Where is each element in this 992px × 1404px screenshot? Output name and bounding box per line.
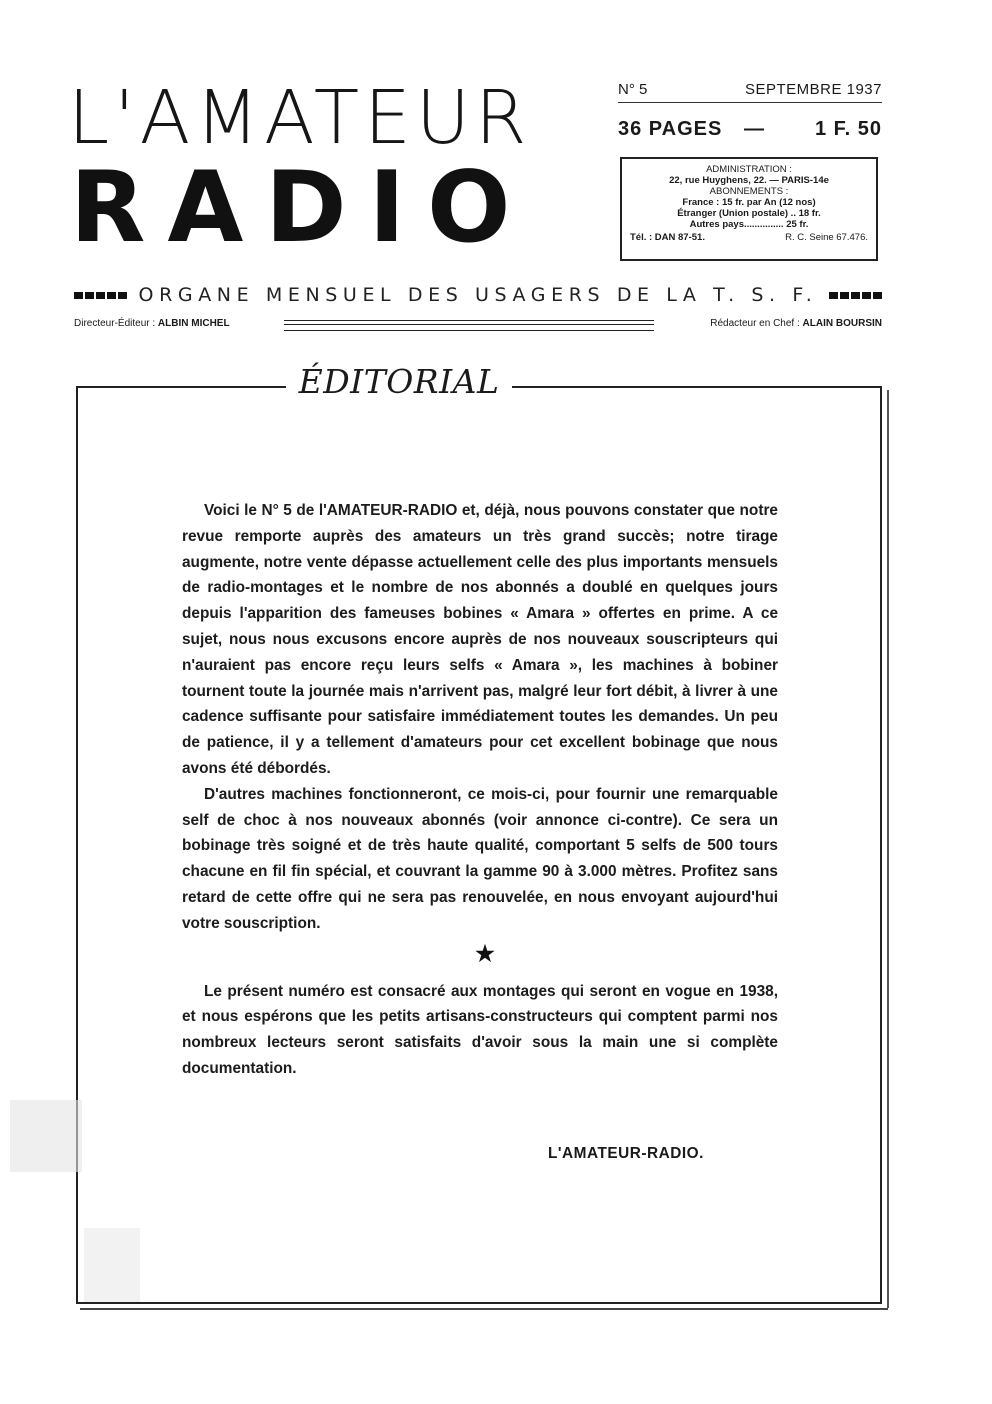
issue-row [618,80,882,103]
editor-in-chief-credit [710,316,882,332]
editorial-paragraph-1: Voici le N° 5 de l'AMATEUR-RADIO et, déjà, nous pouvons constater que notre revue remporte auprès des amateurs un très grand succès; notre tirage augmente, notre vente dépasse actuellement celle des plus importants mensuels de radio-montages et le nombre de nos abonnés a doublé en quelques jours depuis l'apparition des fameuses bobines « Amara » offertes en prime. A ce sujet, nous nous excusons encore auprès de nos nouveaux souscripteurs qui n'auraient pas encore reçu leurs selfs « Amara », les machines à bobiner tournent toute la journée mais n'arrivent pas, malgré leur fort débit, à livrer à une cadence suffisante pour satisfaire immédiatement toutes les demandes. Un peu de patience, il y a tellement d'amateurs pour cet excellent bobinage que nous avons été débordés. [182,502,778,777]
editorial-paragraph-3: Le présent numéro est consacré aux montages qui seront en vogue en 1938, et nous espérons que les petits artisans-constructeurs qui comptent parmi nos nombreux lecteurs seront satisfaits d'avoir sous la main une si complète documentation. [182,982,778,1077]
director-name: ALBIN MICHEL [157,318,230,329]
decorative-squares-left [74,292,127,299]
subscription-etranger: Étranger (Union postale) .. 18 fr. [677,208,821,219]
issue-number: N° 5 [618,81,648,98]
director-credit [74,316,230,332]
frame-shadow-bottom [80,1308,888,1310]
issue-date: SEPTEMBRE 1937 [744,81,882,98]
paper-smudge-2 [84,1228,140,1302]
telephone: Tél. : DAN 87-51. [630,232,705,243]
page-count: 36 PAGES [618,118,723,140]
decorative-squares-right [829,292,882,299]
editorial-signature: L'AMATEUR-RADIO. [548,1145,704,1162]
pages-price-row [618,114,882,144]
triple-rule-divider [284,320,654,331]
subtitle-banner [74,282,882,308]
redacteur-name: ALAIN BOURSIN [802,318,882,329]
editorial-paragraph-2: D'autres machines fonctionneront, ce mois-ci, pour fournir une remarquable self de choc à nos nouveaux abonnés (voir annonce ci-contre). Ce sera un bobinage très soigné et de très haute qualité, comportant 5 selfs de 500 tours chacune en fil fin spécial, et couvrant la gamme 90 à 3.000 mètres. Profitez sans retard de cette offre qui ne sera pas renouvelée, en nous envoyant aujourd'hui votre souscription. [182,785,778,932]
pages-dash: — [744,118,765,140]
redacteur-label: Rédacteur en Chef : [710,318,800,329]
admin-address: 22, rue Huyghens, 22. — PARIS-14e [669,175,829,186]
subscriptions-heading: ABONNEMENTS : [709,186,789,197]
masthead-title-line1: L'AMATEUR [68,75,532,161]
paper-smudge [10,1100,82,1172]
subscription-autres: Autres pays............... 25 fr. [689,219,809,230]
editorial-heading: ÉDITORIAL [298,362,500,401]
frame-shadow-right [887,390,889,1308]
director-label: Directeur-Éditeur : [74,318,156,329]
admin-heading: ADMINISTRATION : [706,164,792,175]
issue-price: 1 F. 50 [814,118,882,140]
registration: R. C. Seine 67.476. [785,232,868,243]
subscription-france: France : 15 fr. par An (12 nos) [682,197,816,208]
subtitle-text: ORGANE MENSUEL DES USAGERS DE LA T. S. F. [138,284,818,306]
admin-contact-row [622,232,876,243]
administration-box [620,157,878,261]
editorial-body [182,498,778,1082]
star-icon: ★ [475,940,495,966]
masthead-title-line2: RADIO [70,151,533,265]
staff-row [74,316,882,332]
